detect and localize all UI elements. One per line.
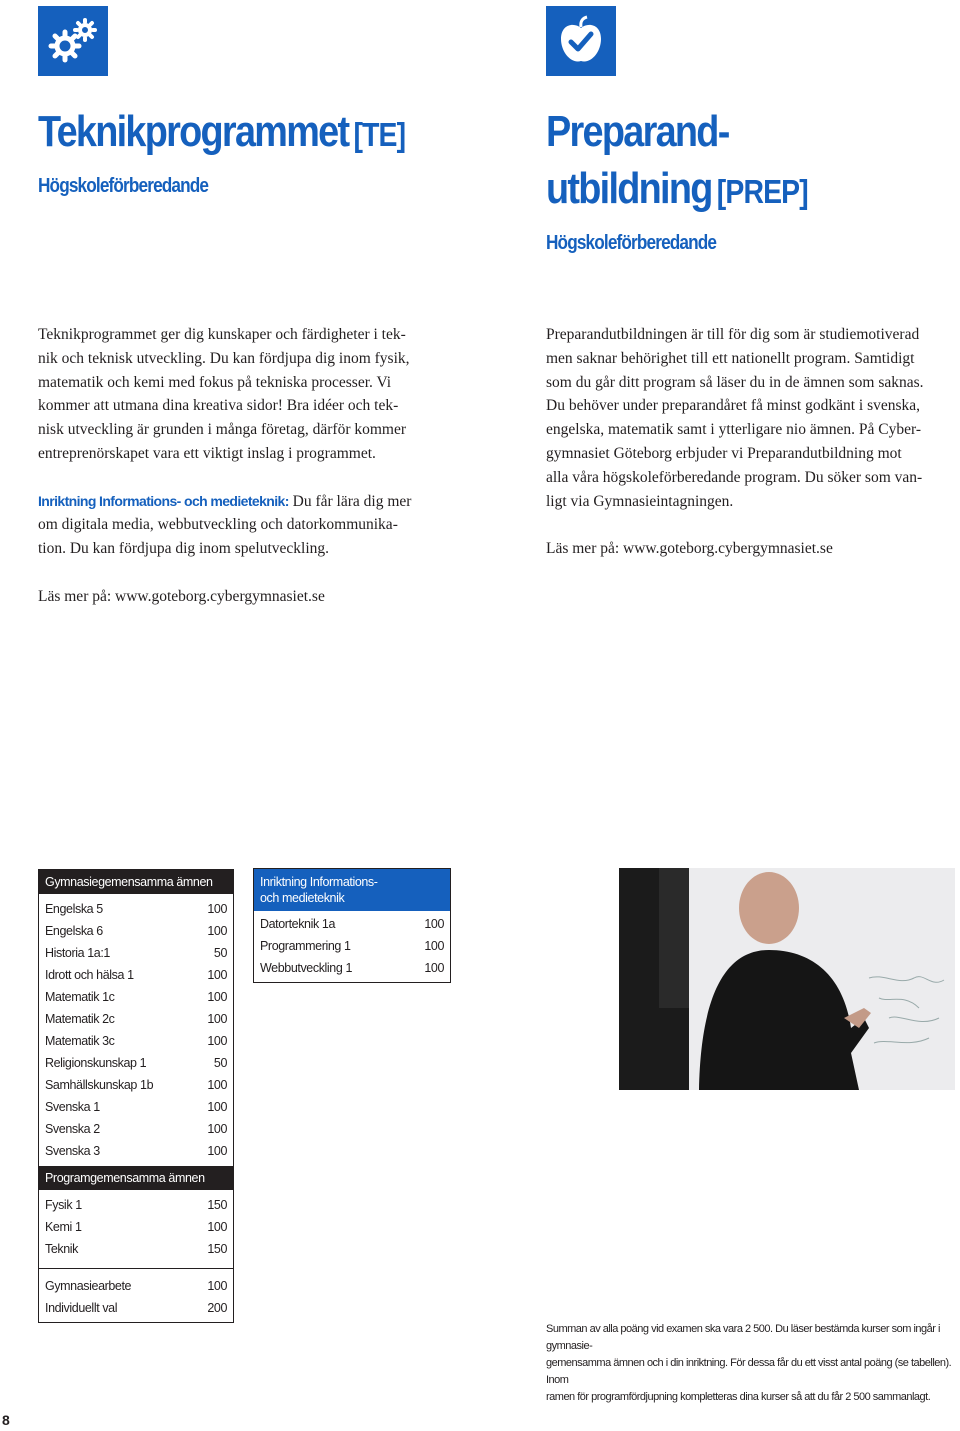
apple-check-icon	[546, 6, 616, 76]
table-row: Svenska 2 100	[45, 1122, 227, 1136]
apple-icon-box	[546, 6, 616, 76]
prep-title: utbildning [PREP]	[546, 164, 808, 213]
footnote: Summan av alla poäng vid examen ska vara 2 500. Du läser bestämda kurser som ingår i gymnasie- gemensamma ämnen och i din inriktning. För dessa får du ett visst antal poäng (se tabellen). Inom ramen för programfördjupning kompletteras dina kurser så att du får 2 500 sammanlagt.	[546, 1323, 952, 1403]
table-row: Svenska 3 100	[45, 1144, 227, 1158]
gears-icon-box	[38, 6, 108, 76]
program-subtitle: Högskoleförberedande	[38, 175, 209, 197]
table-header: Programgemensamma ämnen	[39, 1166, 234, 1190]
table-header: Gymnasiegemensamma ämnen	[39, 870, 234, 895]
teacher-photo-image	[619, 868, 955, 1090]
course-table	[38, 869, 234, 1323]
prep-title-line1: Preparand-	[546, 107, 729, 156]
table-row: Datorteknik 1a 100	[260, 917, 444, 931]
table-row: Idrott och hälsa 1 100	[45, 968, 227, 982]
table-row: Religionskunskap 1 50	[45, 1056, 227, 1070]
inriktning-label: Inriktning Informations- och medieteknik:	[38, 492, 289, 509]
table-row: Matematik 1c 100	[45, 990, 227, 1004]
page-number: 8	[2, 1412, 10, 1428]
table-row: Matematik 3c 100	[45, 1034, 227, 1048]
table-row: Engelska 5 100	[45, 902, 227, 916]
table-row: Gymnasiearbete 100	[45, 1279, 227, 1293]
table-row: Programmering 1 100	[260, 939, 444, 953]
prep-subtitle: Högskoleförberedande	[546, 232, 717, 254]
table-row: Individuellt val 200	[45, 1301, 227, 1315]
table-row: Webbutveckling 1 100	[260, 961, 444, 975]
table-row: Matematik 2c 100	[45, 1012, 227, 1026]
table-row: Engelska 6 100	[45, 924, 227, 938]
table-row: Kemi 1 100	[45, 1220, 227, 1234]
program-description: Teknikprogrammet ger dig kunskaper och färdigheter i tek- nik och teknisk utveckling. Du kan fördjupa dig inom fysik, matematik och kemi med fokus på tekniska processer. Vi kommer att utmana dina kreativa sidor! Bra idéer och tek- nisk utveckling är grunden i många företag, därför kommer entreprenörskapet vara ett viktigt inslag i programmet. Inriktning Informations- och medieteknik: Du får lära dig mer om digitala media, webbutveckling och datorkommunika- tion. Du kan fördjupa dig inom spelutveckling. Läs mer på: www.goteborg.cybergymnasiet.se	[38, 323, 478, 609]
inriktning-table-header: Inriktning Informations- och medieteknik	[254, 869, 450, 911]
table-row: Historia 1a:1 50	[45, 946, 227, 960]
table-row: Teknik 150	[45, 1242, 227, 1256]
program-link[interactable]: Läs mer på: www.goteborg.cybergymnasiet.se	[38, 587, 325, 605]
program-code: [TE]	[353, 116, 406, 153]
prep-link[interactable]: Läs mer på: www.goteborg.cybergymnasiet.se	[546, 540, 833, 558]
table-row: Fysik 1 150	[45, 1198, 227, 1212]
table-row: Samhällskunskap 1b 100	[45, 1078, 227, 1092]
inriktning-table	[253, 868, 451, 983]
teacher-photo	[619, 868, 955, 1090]
table-row: Svenska 1 100	[45, 1100, 227, 1114]
prep-code: [PREP]	[716, 173, 808, 210]
program-title: Teknikprogrammet [TE]	[38, 107, 406, 156]
gears-icon	[38, 6, 108, 76]
prep-description: Preparandutbildningen är till för dig som är studiemotiverad men saknar behörighet till ett nationellt program. Samtidigt som du går ditt program så läser du in de ämnen som saknas. Du behöver under preparandåret få minst godkänt i svenska, engelska, matematik samt i ytterligare nio ämnen. På Cyber- gymnasiet Göteborg erbjuder vi Preparandutbildning mot alla våra högskoleförberedande program. Du söker som van- ligt via Gymnasieintagningen. Läs mer på: www.goteborg.cybergymnasiet.se	[546, 323, 956, 561]
